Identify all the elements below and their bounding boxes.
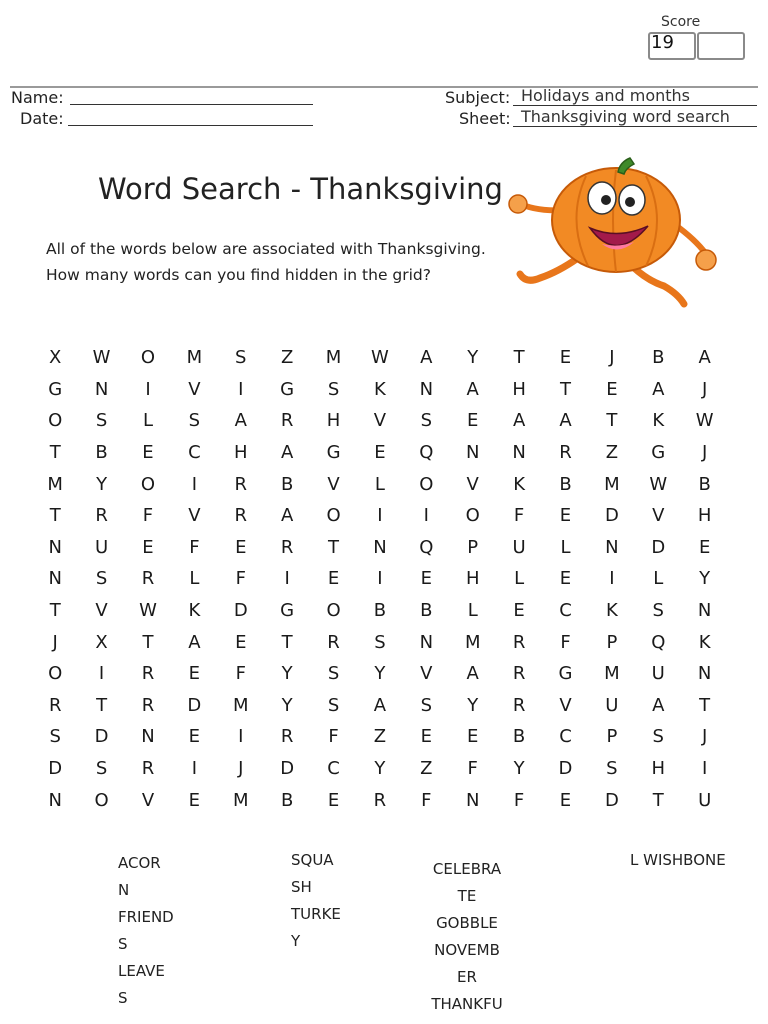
grid-letter[interactable]: I xyxy=(238,726,244,748)
grid-letter[interactable]: E xyxy=(235,536,247,558)
grid-letter[interactable]: L xyxy=(189,568,200,590)
grid-letter[interactable]: G xyxy=(651,442,666,464)
grid-letter[interactable]: N xyxy=(141,726,155,748)
grid-letter[interactable]: D xyxy=(651,536,666,558)
grid-letter[interactable]: R xyxy=(512,663,526,685)
grid-letter[interactable]: U xyxy=(512,536,526,558)
grid-letter[interactable]: J xyxy=(702,378,708,400)
grid-letter[interactable]: C xyxy=(188,442,201,464)
word-list-item: TURKE xyxy=(291,905,341,923)
grid-letter[interactable]: V xyxy=(420,663,433,685)
grid-letter[interactable]: I xyxy=(702,758,708,780)
grid-letter[interactable]: S xyxy=(652,600,664,622)
grid-letter[interactable]: B xyxy=(512,726,526,748)
grid-row xyxy=(32,468,728,500)
grid-letter[interactable]: N xyxy=(48,536,62,558)
grid-letter[interactable]: P xyxy=(606,726,618,748)
grid-row xyxy=(32,595,728,627)
grid-letter[interactable]: V xyxy=(188,505,201,527)
grid-letter[interactable]: E xyxy=(559,347,572,369)
grid-letter[interactable]: Y xyxy=(467,347,479,369)
grid-letter[interactable]: Y xyxy=(699,568,711,590)
grid-letter[interactable]: O xyxy=(48,410,63,432)
grid-letter[interactable]: J xyxy=(52,631,58,653)
grid-row xyxy=(32,500,728,532)
grid-letter[interactable]: Y xyxy=(513,758,525,780)
score-label: Score xyxy=(661,14,701,30)
grid-letter[interactable]: O xyxy=(140,473,156,495)
score-box xyxy=(648,32,746,62)
grid-letter[interactable]: E xyxy=(606,378,618,400)
grid-letter[interactable]: O xyxy=(326,600,341,622)
grid-letter[interactable]: Y xyxy=(281,694,293,716)
grid-letter[interactable]: I xyxy=(377,505,383,527)
grid-letter[interactable]: A xyxy=(652,694,665,716)
grid-letter[interactable]: Z xyxy=(420,758,433,780)
grid-letter[interactable]: S xyxy=(95,410,108,432)
word-list-item: GOBBLE xyxy=(436,914,498,932)
grid-letter[interactable]: I xyxy=(423,505,429,527)
grid-letter[interactable]: S xyxy=(95,758,108,780)
grid-letter[interactable]: N xyxy=(48,568,62,590)
grid-letter[interactable]: V xyxy=(466,473,479,495)
grid-row xyxy=(32,374,728,406)
grid-letter[interactable]: C xyxy=(327,758,340,780)
grid-letter[interactable]: J xyxy=(609,347,615,369)
grid-letter[interactable]: H xyxy=(651,758,666,780)
grid-letter[interactable]: M xyxy=(604,663,620,685)
grid-letter[interactable]: K xyxy=(605,600,618,622)
grid-row xyxy=(32,532,728,564)
grid-letter[interactable]: E xyxy=(559,505,572,527)
grid-letter[interactable]: I xyxy=(609,568,615,590)
grid-letter[interactable]: D xyxy=(187,694,202,716)
grid-letter[interactable]: N xyxy=(512,442,526,464)
grid-letter[interactable]: R xyxy=(95,505,108,527)
grid-letter[interactable]: D xyxy=(94,726,109,748)
grid-letter[interactable]: B xyxy=(559,473,572,495)
grid-letter[interactable]: I xyxy=(377,568,383,590)
grid-letter[interactable]: A xyxy=(280,442,294,464)
grid-row xyxy=(32,563,728,595)
grid-letter[interactable]: S xyxy=(652,726,664,748)
word-list-item: ACOR xyxy=(118,854,161,872)
grid-letter[interactable]: M xyxy=(232,789,249,811)
grid-letter[interactable]: E xyxy=(698,536,711,558)
grid-letter[interactable]: R xyxy=(234,473,248,495)
grid-letter[interactable]: C xyxy=(559,726,572,748)
grid-letter[interactable]: R xyxy=(280,726,294,748)
grid-letter[interactable]: E xyxy=(327,789,340,811)
grid-letter[interactable]: M xyxy=(604,473,620,495)
grid-letter[interactable]: M xyxy=(186,347,203,369)
grid-letter[interactable]: W xyxy=(695,410,714,432)
grid-letter[interactable]: T xyxy=(281,631,293,653)
grid-letter[interactable]: H xyxy=(233,442,248,464)
grid-letter[interactable]: H xyxy=(326,410,341,432)
grid-letter[interactable]: R xyxy=(373,789,387,811)
grid-letter[interactable]: U xyxy=(94,536,109,558)
grid-letter[interactable]: V xyxy=(188,378,201,400)
grid-letter[interactable]: R xyxy=(234,505,248,527)
grid-letter[interactable]: A xyxy=(188,631,201,653)
grid-letter[interactable]: W xyxy=(371,347,389,369)
grid-letter[interactable]: R xyxy=(280,536,294,558)
grid-letter[interactable]: V xyxy=(327,473,340,495)
grid-row xyxy=(32,721,728,753)
grid-letter[interactable]: G xyxy=(280,378,295,400)
grid-letter[interactable]: M xyxy=(464,631,481,653)
grid-row xyxy=(32,405,728,437)
grid-letter[interactable]: E xyxy=(467,410,479,432)
grid-row xyxy=(32,626,728,658)
word-list-item: TE xyxy=(457,887,477,905)
grid-letter[interactable]: R xyxy=(141,663,155,685)
grid-letter[interactable]: A xyxy=(466,378,479,400)
grid-letter[interactable]: T xyxy=(328,536,340,558)
grid-letter[interactable]: S xyxy=(606,758,618,780)
pumpkin-illustration xyxy=(506,154,722,310)
word-list-column-3 xyxy=(430,856,504,1018)
word-search-grid[interactable] xyxy=(32,342,728,816)
grid-letter[interactable]: S xyxy=(49,726,61,748)
word-list-item: LEAVE xyxy=(118,962,165,980)
grid-letter[interactable]: L xyxy=(653,568,664,590)
grid-letter[interactable]: S xyxy=(420,410,433,432)
grid-letter[interactable]: Q xyxy=(651,631,666,653)
grid-letter[interactable]: J xyxy=(238,758,244,780)
grid-letter[interactable]: N xyxy=(373,536,387,558)
grid-letter[interactable]: F xyxy=(560,631,571,653)
word-list-item: L WISHBONE xyxy=(630,851,726,869)
grid-letter[interactable]: Q xyxy=(419,442,434,464)
grid-letter[interactable]: T xyxy=(606,410,618,432)
word-list-item: S xyxy=(118,935,128,953)
grid-letter[interactable]: T xyxy=(513,347,525,369)
word-list-item: N xyxy=(118,881,130,899)
name-label: Name: xyxy=(11,88,64,107)
grid-letter[interactable]: V xyxy=(559,694,572,716)
grid-letter[interactable]: T xyxy=(699,694,711,716)
grid-letter[interactable]: A xyxy=(559,410,572,432)
grid-letter[interactable]: D xyxy=(233,600,248,622)
grid-letter[interactable]: A xyxy=(234,410,247,432)
grid-letter[interactable]: N xyxy=(605,536,619,558)
grid-letter[interactable]: S xyxy=(327,694,340,716)
grid-letter[interactable]: F xyxy=(189,536,200,558)
grid-letter[interactable]: S xyxy=(420,694,433,716)
word-list-column-2 xyxy=(291,847,341,955)
grid-letter[interactable]: Z xyxy=(373,726,387,748)
grid-letter[interactable]: R xyxy=(512,694,526,716)
grid-letter[interactable]: X xyxy=(95,631,108,653)
grid-letter[interactable]: A xyxy=(652,378,665,400)
grid-letter[interactable]: W xyxy=(649,473,668,495)
grid-letter[interactable]: E xyxy=(420,726,432,748)
grid-letter[interactable]: B xyxy=(373,600,387,622)
grid-letter[interactable]: X xyxy=(49,347,62,369)
grid-letter[interactable]: F xyxy=(235,663,246,685)
grid-letter[interactable]: Y xyxy=(467,694,479,716)
grid-letter[interactable]: D xyxy=(604,505,619,527)
grid-letter[interactable]: C xyxy=(559,600,572,622)
grid-letter[interactable]: F xyxy=(513,789,525,811)
grid-letter[interactable]: I xyxy=(145,378,151,400)
grid-letter[interactable]: H xyxy=(465,568,480,590)
grid-letter[interactable]: Y xyxy=(374,758,386,780)
grid-letter[interactable]: Q xyxy=(419,536,434,558)
word-list-item: S xyxy=(118,989,128,1007)
sheet-label: Sheet: xyxy=(459,109,511,128)
word-list-column-4 xyxy=(630,847,726,874)
grid-letter[interactable]: I xyxy=(191,758,198,780)
grid-letter[interactable]: O xyxy=(140,347,156,369)
grid-letter[interactable]: G xyxy=(280,600,295,622)
date-field[interactable] xyxy=(68,107,313,126)
grid-letter[interactable]: N xyxy=(419,631,434,653)
grid-letter[interactable]: K xyxy=(188,600,201,622)
grid-letter[interactable]: E xyxy=(559,568,572,590)
grid-letter[interactable]: A xyxy=(698,347,711,369)
grid-letter[interactable]: I xyxy=(191,473,198,495)
grid-letter[interactable]: T xyxy=(49,600,61,622)
grid-letter[interactable]: F xyxy=(328,726,339,748)
score-value: 19 xyxy=(651,32,674,53)
grid-letter[interactable]: K xyxy=(374,378,386,400)
grid-letter[interactable]: H xyxy=(697,505,712,527)
grid-letter[interactable]: E xyxy=(559,789,572,811)
grid-letter[interactable]: G xyxy=(558,663,573,685)
grid-letter[interactable]: V xyxy=(95,600,108,622)
grid-letter[interactable]: S xyxy=(327,663,340,685)
grid-letter[interactable]: P xyxy=(606,631,618,653)
grid-letter[interactable]: A xyxy=(420,347,433,369)
grid-row xyxy=(32,437,728,469)
word-list-column-1 xyxy=(118,850,174,1012)
grid-letter[interactable]: V xyxy=(141,789,155,811)
grid-letter[interactable]: T xyxy=(49,505,61,527)
grid-letter[interactable]: A xyxy=(373,694,387,716)
instructions-text: All of the words below are associated with Thanksgiving. How many words can you find hidden in the grid? xyxy=(46,240,486,284)
grid-letter[interactable]: G xyxy=(48,378,63,400)
grid-letter[interactable]: S xyxy=(235,347,247,369)
grid-letter[interactable]: E xyxy=(188,663,201,685)
grid-letter[interactable]: M xyxy=(325,347,342,369)
grid-letter[interactable]: E xyxy=(513,600,525,622)
grid-letter[interactable]: M xyxy=(47,473,63,495)
name-field[interactable] xyxy=(70,86,313,105)
grid-letter[interactable]: R xyxy=(141,568,155,590)
grid-letter[interactable]: R xyxy=(141,694,155,716)
score-cell-empty xyxy=(697,32,745,60)
grid-letter[interactable]: L xyxy=(514,568,525,590)
grid-letter[interactable]: S xyxy=(327,378,340,400)
grid-letter[interactable]: G xyxy=(326,442,341,464)
grid-letter[interactable]: T xyxy=(142,631,154,653)
grid-letter[interactable]: V xyxy=(373,410,387,432)
grid-letter[interactable]: T xyxy=(652,789,664,811)
grid-letter[interactable]: N xyxy=(697,600,712,622)
grid-letter[interactable]: T xyxy=(559,378,571,400)
sheet-value: Thanksgiving word search xyxy=(513,107,757,127)
grid-letter[interactable]: N xyxy=(465,789,480,811)
grid-letter[interactable]: F xyxy=(235,568,246,590)
grid-letter[interactable]: I xyxy=(98,663,105,685)
grid-letter[interactable]: H xyxy=(512,378,526,400)
grid-letter[interactable]: N xyxy=(465,442,480,464)
grid-letter[interactable]: W xyxy=(139,600,157,622)
grid-letter[interactable]: L xyxy=(560,536,571,558)
grid-letter[interactable]: Y xyxy=(374,663,386,685)
grid-letter[interactable]: O xyxy=(94,789,109,811)
grid-letter[interactable]: U xyxy=(698,789,712,811)
date-label: Date: xyxy=(20,109,64,128)
grid-letter[interactable]: F xyxy=(421,789,432,811)
grid-letter[interactable]: U xyxy=(605,694,619,716)
grid-letter[interactable]: E xyxy=(188,726,201,748)
grid-letter[interactable]: R xyxy=(512,631,526,653)
score-cell xyxy=(648,32,696,60)
grid-letter[interactable]: S xyxy=(188,410,201,432)
grid-letter[interactable]: E xyxy=(420,568,432,590)
word-list-item: THANKFU xyxy=(431,995,503,1013)
grid-row xyxy=(32,753,728,785)
grid-letter[interactable]: T xyxy=(49,442,61,464)
grid-letter[interactable]: I xyxy=(284,568,290,590)
grid-letter[interactable]: B xyxy=(95,442,108,464)
word-list-item: SQUA xyxy=(291,851,334,869)
grid-letter[interactable]: N xyxy=(94,378,109,400)
grid-letter[interactable]: E xyxy=(188,789,201,811)
grid-letter[interactable]: O xyxy=(326,505,341,527)
grid-letter[interactable]: O xyxy=(419,473,434,495)
grid-letter[interactable]: N xyxy=(697,663,712,685)
grid-letter[interactable]: D xyxy=(604,789,619,811)
grid-letter[interactable]: B xyxy=(652,347,665,369)
grid-row xyxy=(32,658,728,690)
grid-letter[interactable]: E xyxy=(142,442,154,464)
grid-letter[interactable]: B xyxy=(420,600,433,622)
grid-letter[interactable]: R xyxy=(280,410,294,432)
grid-letter[interactable]: B xyxy=(280,473,294,495)
grid-letter[interactable]: D xyxy=(280,758,295,780)
word-list-item: FRIEND xyxy=(118,908,174,926)
grid-letter[interactable]: R xyxy=(48,694,62,716)
grid-letter[interactable]: Z xyxy=(280,347,294,369)
grid-letter[interactable]: F xyxy=(513,505,525,527)
grid-letter[interactable]: R xyxy=(559,442,572,464)
word-list-item: ER xyxy=(457,968,477,986)
grid-letter[interactable]: D xyxy=(48,758,63,780)
subject-label: Subject: xyxy=(445,88,511,107)
grid-letter[interactable]: Y xyxy=(96,473,108,495)
grid-letter[interactable]: S xyxy=(374,631,386,653)
page-title: Word Search - Thanksgiving xyxy=(98,172,503,206)
grid-letter[interactable]: E xyxy=(327,568,340,590)
grid-letter[interactable]: J xyxy=(702,726,708,748)
grid-letter[interactable]: E xyxy=(142,536,154,558)
grid-letter[interactable]: K xyxy=(513,473,525,495)
grid-letter[interactable]: V xyxy=(652,505,665,527)
grid-letter[interactable]: U xyxy=(651,663,665,685)
grid-letter[interactable]: M xyxy=(232,694,249,716)
grid-letter[interactable]: N xyxy=(48,789,62,811)
grid-letter[interactable]: I xyxy=(238,378,244,400)
grid-letter[interactable]: L xyxy=(374,473,385,495)
grid-letter[interactable]: K xyxy=(698,631,711,653)
word-list-item: CELEBRA xyxy=(432,860,502,878)
grid-letter[interactable]: S xyxy=(95,568,108,590)
word-list-item: NOVEMB xyxy=(434,941,500,959)
grid-letter[interactable]: Y xyxy=(281,663,293,685)
grid-letter[interactable]: T xyxy=(96,694,108,716)
grid-letter[interactable]: O xyxy=(465,505,480,527)
grid-letter[interactable]: W xyxy=(92,347,111,369)
grid-letter[interactable]: K xyxy=(652,410,665,432)
grid-letter[interactable]: L xyxy=(467,600,478,622)
grid-letter[interactable]: B xyxy=(280,789,294,811)
grid-row xyxy=(32,342,728,374)
grid-letter[interactable]: N xyxy=(419,378,434,400)
grid-letter[interactable]: R xyxy=(327,631,340,653)
grid-letter[interactable]: L xyxy=(142,410,153,432)
subject-value: Holidays and months xyxy=(513,86,757,106)
grid-row xyxy=(32,690,728,722)
grid-letter[interactable]: E xyxy=(374,442,386,464)
grid-letter[interactable]: F xyxy=(142,505,154,527)
grid-letter[interactable]: J xyxy=(702,442,708,464)
grid-letter[interactable]: A xyxy=(466,663,479,685)
grid-letter[interactable]: O xyxy=(48,663,63,685)
grid-letter[interactable]: A xyxy=(512,410,526,432)
grid-letter[interactable]: D xyxy=(558,758,573,780)
grid-row xyxy=(32,784,728,816)
grid-letter[interactable]: P xyxy=(467,536,479,558)
grid-letter[interactable]: E xyxy=(467,726,479,748)
grid-letter[interactable]: R xyxy=(141,758,155,780)
grid-letter[interactable]: E xyxy=(235,631,247,653)
word-list-item: SH xyxy=(291,878,312,896)
grid-letter[interactable]: Z xyxy=(605,442,619,464)
grid-letter[interactable]: A xyxy=(280,505,294,527)
grid-letter[interactable]: B xyxy=(698,473,711,495)
grid-letter[interactable]: F xyxy=(467,758,478,780)
word-list-item: Y xyxy=(291,932,301,950)
